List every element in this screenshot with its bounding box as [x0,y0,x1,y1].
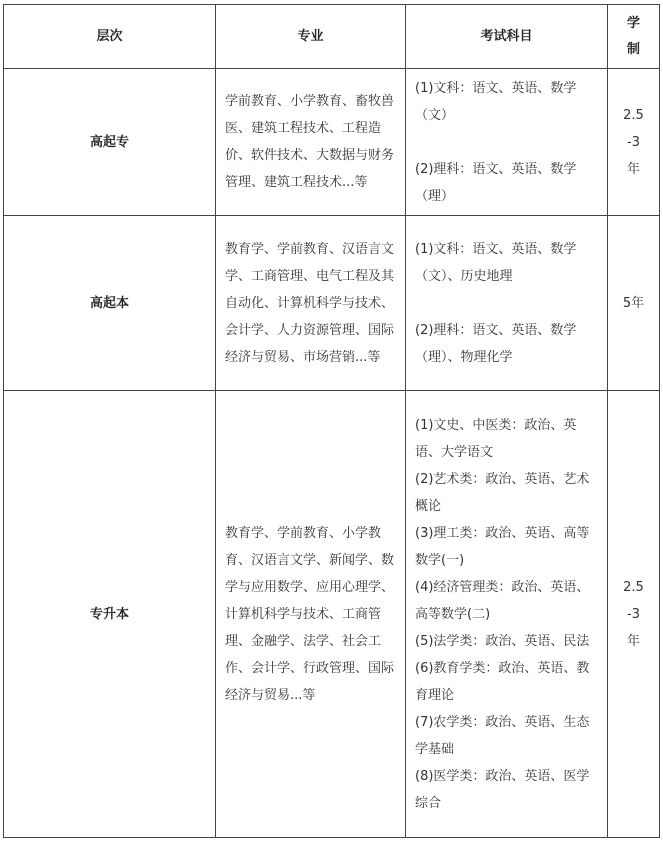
level-cell: 高起专 [4,69,216,216]
major-cell: 教育学、学前教育、汉语言文学、工商管理、电气工程及其自动化、计算机科学与技术、会计学、人力资源管理、国际经济与贸易、市场营销...等 [216,216,406,391]
duration-cell [608,216,660,391]
exam-cell [406,69,608,216]
header-duration [608,5,660,69]
exam-cell [406,391,608,838]
duration-line: 年 [626,633,640,649]
exam-item: (2)理科：语文、英语、数学（理）、物理化学 [415,322,577,365]
header-exam: 考试科目 [406,5,608,69]
level-cell: 专升本 [4,391,216,838]
header-duration-line: 学 [626,15,640,31]
exam-cell [406,216,608,391]
exam-item: (1)文科：语文、英语、数学（文） [415,80,577,123]
table-row [4,69,660,216]
exam-item: (6)教育学类：政治、英语、教育理论 [415,660,590,703]
exam-item: (1)文史、中医类：政治、英语、大学语文 [415,417,577,460]
duration-line: 2.5 [623,579,644,595]
exam-item: (2)艺术类：政治、英语、艺术概论 [415,471,590,514]
duration-line: 5年 [622,295,645,311]
level-cell: 高起本 [4,216,216,391]
duration-line: 2.5 [623,107,644,123]
header-row [4,5,660,69]
table-row [4,391,660,838]
major-cell: 教育学、学前教育、小学教育、汉语言文学、新闻学、数学与应用数学、应用心理学、计算机科学与技术、工商管理、金融学、法学、社会工作、会计学、行政管理、国际经济与贸易...等 [216,391,406,838]
duration-cell [608,391,660,838]
header-major: 专业 [216,5,406,69]
duration-line: -3 [627,606,640,622]
duration-line: 年 [626,161,640,177]
table-row [4,216,660,391]
exam-item: (4)经济管理类：政治、英语、高等数学(二) [415,579,590,622]
duration-cell [608,69,660,216]
header-level: 层次 [4,5,216,69]
education-table [3,4,660,838]
exam-item: (5)法学类：政治、英语、民法 [415,633,590,649]
exam-item: (7)农学类：政治、英语、生态学基础 [415,714,590,757]
header-duration-line: 制 [626,41,640,57]
major-cell: 学前教育、小学教育、畜牧兽医、建筑工程技术、工程造价、软件技术、大数据与财务管理、建筑工程技术...等 [216,69,406,216]
exam-item: (2)理科：语文、英语、数学（理） [415,161,577,204]
exam-item: (1)文科：语文、英语、数学（文）、历史地理 [415,241,577,284]
exam-item: (8)医学类：政治、英语、医学综合 [415,768,590,811]
exam-item: (3)理工类：政治、英语、高等数学(一) [415,525,590,568]
duration-line: -3 [627,134,640,150]
